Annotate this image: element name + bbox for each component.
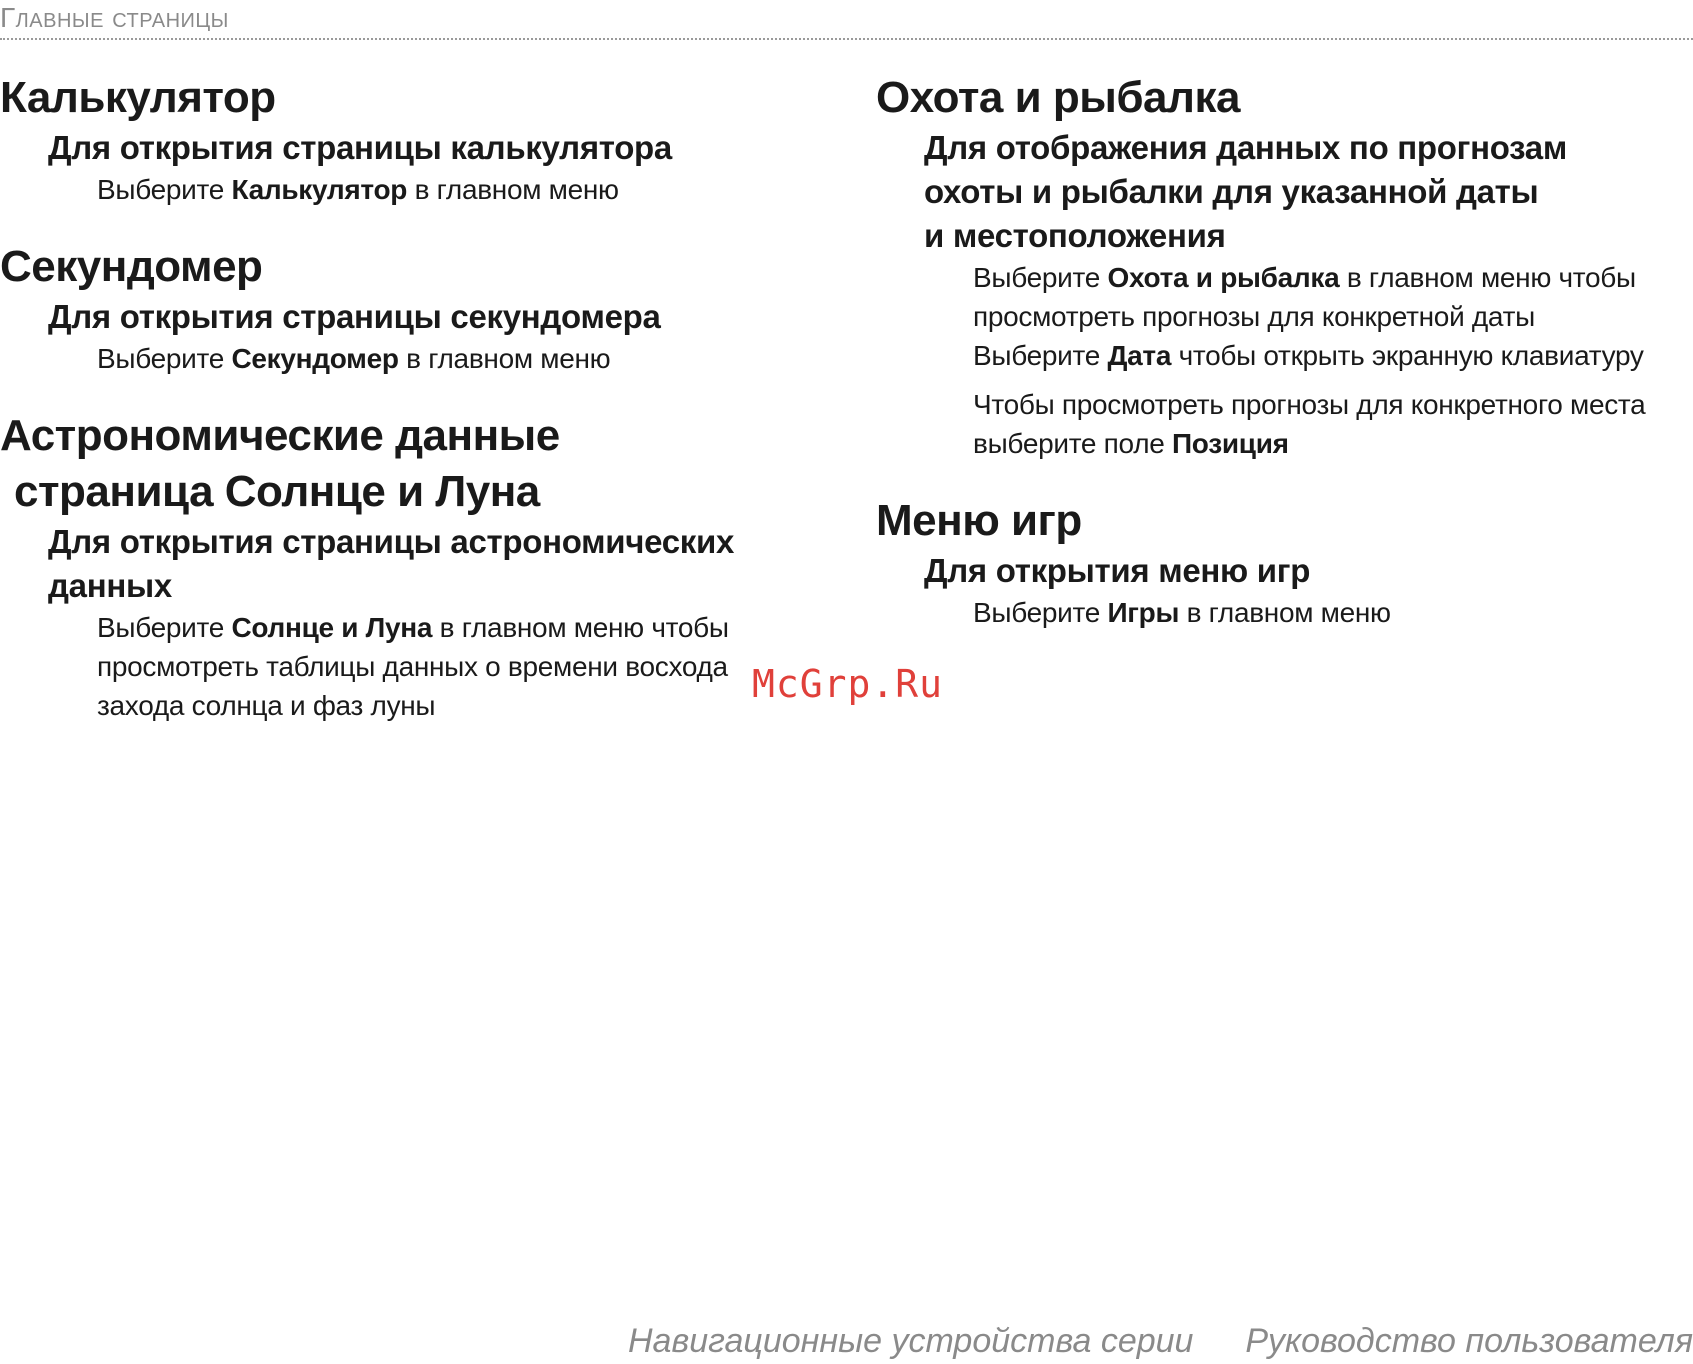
right-column xyxy=(876,70,1676,662)
calculator-subtitle: Для открытия страницы калькулятора xyxy=(48,129,672,166)
field-name: Позиция xyxy=(1171,428,1289,459)
stopwatch-section xyxy=(0,239,860,378)
astronomy-instruction xyxy=(97,608,777,725)
hunting-location-instruction xyxy=(973,385,1653,463)
calculator-instruction xyxy=(97,170,860,209)
menu-item-name: Секундомер xyxy=(231,343,399,374)
menu-item-name: Охота и рыбалка xyxy=(1107,262,1340,293)
instruction-text: Выберите xyxy=(97,343,232,374)
instruction-text: в главном меню xyxy=(398,343,611,374)
stopwatch-subtitle: Для открытия страницы секундомера xyxy=(48,298,661,335)
footer-manual-title: Руководство пользователя xyxy=(1245,1322,1693,1360)
page-header xyxy=(0,0,1693,40)
instruction-text: Выберите xyxy=(973,597,1108,628)
games-title: Меню игр xyxy=(876,496,1082,545)
footer-product-name: Навигационные устройства серии xyxy=(628,1322,1194,1360)
astronomy-subtitle-line2: данных xyxy=(48,567,172,604)
astronomy-subtitle xyxy=(48,520,860,608)
stopwatch-title: Секундомер xyxy=(0,242,263,291)
hunting-instruction xyxy=(973,258,1653,375)
hunting-section xyxy=(876,70,1676,463)
menu-item-name: Калькулятор xyxy=(231,174,408,205)
astronomy-title-line1: Астрономические данные xyxy=(0,411,560,460)
instruction-text: в главном меню xyxy=(1179,597,1391,628)
field-name: Дата xyxy=(1107,340,1172,371)
hunting-title: Охота и рыбалка xyxy=(876,73,1240,122)
instruction-text: в главном меню чтобы просмотреть прогнозы для конкретной даты Выберите xyxy=(973,262,1636,371)
instruction-text: Выберите xyxy=(973,262,1108,293)
watermark: McGrp.Ru xyxy=(752,662,944,706)
calculator-section xyxy=(0,70,860,209)
games-subtitle: Для открытия меню игр xyxy=(924,552,1311,589)
hunting-subtitle xyxy=(924,126,1676,258)
instruction-text: Выберите xyxy=(97,612,232,643)
instruction-text: Чтобы просмотреть прогнозы для конкретного места выберите поле xyxy=(973,389,1646,459)
astronomy-subtitle-line1: Для открытия страницы астрономических xyxy=(48,523,735,560)
menu-item-name: Игры xyxy=(1107,597,1180,628)
instruction-text: чтобы открыть экранную клавиатуру xyxy=(1171,340,1644,371)
astronomy-title-line2: страница Солнце и Луна xyxy=(14,467,540,516)
left-column xyxy=(0,70,860,755)
hunting-subtitle-line3: и местоположения xyxy=(924,217,1226,254)
page-header-title: Главные страницы xyxy=(0,2,229,33)
stopwatch-instruction xyxy=(97,339,860,378)
hunting-subtitle-line1: Для отображения данных по прогнозам xyxy=(924,129,1567,166)
astronomy-section xyxy=(0,408,860,725)
games-instruction xyxy=(973,593,1676,632)
instruction-text: в главном меню чтобы просмотреть таблицы данных о времени восхода захода солнца и фаз луны xyxy=(97,612,729,721)
instruction-text: в главном меню xyxy=(407,174,619,205)
menu-item-name: Солнце и Луна xyxy=(231,612,433,643)
instruction-text: Выберите xyxy=(97,174,232,205)
astronomy-title xyxy=(0,408,860,520)
hunting-subtitle-line2: охоты и рыбалки для указанной даты xyxy=(924,173,1539,210)
calculator-title: Калькулятор xyxy=(0,73,276,122)
games-section xyxy=(876,493,1676,632)
